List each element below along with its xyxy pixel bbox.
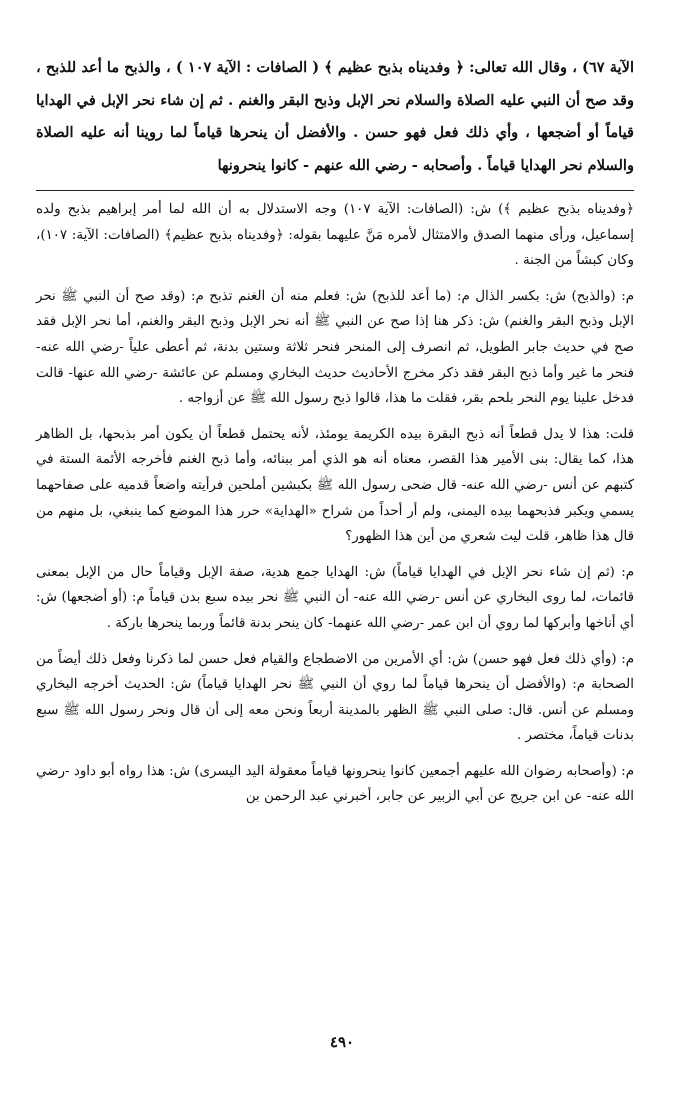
- section-divider: [36, 190, 634, 191]
- commentary-paragraph-6: م: (وأصحابه رضوان الله عليهم أجمعين كانوا ينحرونها قياماً معقولة اليد اليسرى) ش: هذا رواه أبو داود -رضي الله عنه- عن ابن جريج عن أبي الزبير عن جابر، أخبرني عبد الرحمن بن: [36, 763, 634, 805]
- commentary-paragraph-2: م: (والذبح) ش: بكسر الذال م: (ما أعد للذبح) ش: فعلم منه أن الغنم تذبح م: (وقد صح أن النبي ﷺ نحر الإبل وذبح البقر والغنم) ش: ذكر هنا إذا صح عن النبي ﷺ أنه نحر الإبل وذبح البقر والغنم، أما نحر الإبل فقد صح في حديث جابر الطويل، ثم انصرف إلى المنحر فنحر ثلاثة وستين بدنة، ثم أعطى علياً -رضي الله عنه- فنحر ما غير وأما ذبح البقر فقد ذكر مخرج الأحاديث حديث البخاري ومسلم عن عائشة -رضي الله عنها- قالت فدخل علينا يوم النحر بلحم بقر، فقلت ما هذا، قالوا ذبح رسول الله ﷺ عن أزواجه .: [36, 288, 634, 407]
- main-text-block: [36, 52, 634, 182]
- commentary-block: [36, 197, 634, 810]
- page-number: ٤٩٠: [329, 1033, 355, 1051]
- commentary-paragraph-5: م: (وأي ذلك فعل فهو حسن) ش: أي الأمرين من الاضطجاع والقيام فعل حسن لما ذكرنا وفعل ذلك أيضاً من الصحابة م: (والأفضل أن ينحرها قياماً لما روي أن النبي ﷺ نحر الهدايا قياماً) ش: الحديث أخرجه البخاري ومسلم عن أنس. قال: صلى النبي ﷺ الظهر بالمدينة أربعاً ونحن معه إلى أن قال ونحر رسول الله ﷺ سبع بدنات قياماً، مختصر .: [36, 651, 635, 744]
- commentary-paragraph-3: قلت: هذا لا يدل قطعاً أنه ذبح البقرة بيده الكريمة يومئذ، لأنه يحتمل قطعاً أن يكون أمر بذبحها، بل الظاهر هذا، كما يقال: بنى الأمير هذا القصر، معناه أنه هو الذي أمر ببنائه، وأما ذبح الغنم فأخرجه الأئمة الستة في كتبهم عن أنس -رضي الله عنه- قال ضحى رسول الله ﷺ بكبشين أملحين فرأيته واضعاً قدميه على صفاحهما يسمي ويكبر فذبحهما بيده اليمنى، ولم أر أحداً من شراح «الهداية» حرر هذا الموضع كما ينبغي، بل منهم من قال هذا ظاهر، قلت ليت شعري من أين هذا الظهور؟: [36, 426, 634, 545]
- commentary-paragraph-4: م: (ثم إن شاء نحر الإبل في الهدايا قياماً) ش: الهدايا جمع هدية، صفة الإبل وقياماً حال من الإبل بمعنى قائمات، لما روى البخاري عن أنس -رضي الله عنه- أن النبي ﷺ نحر بيده سبع بدن قياماً م: (أو أضجعها) ش: أي أناخها وأبركها لما روي أن ابن عمر -رضي الله عنهما- كان ينحر بدنة قائماً وربما ينحرها باركة .: [36, 564, 634, 631]
- main-text-paragraph: الآية ٦٧) ، وقال الله تعالى: ﴿ وفديناه بذبح عظيم ﴾ ( الصافات : الآية ١٠٧ ) ، والذبح ما أعد للذبح ، وقد صح أن النبي عليه الصلاة والسلام نحر الإبل وذبح البقر والغنم . ثم إن شاء نحر الإبل في الهدايا قياماً أو أضجعها ، وأي ذلك فعل فهو حسن . والأفضل أن ينحرها قياماً لما روينا أنه عليه الصلاة والسلام نحر الهدايا قياماً . وأصحابه - رضي الله عنهم - كانوا ينحرونها: [36, 59, 634, 174]
- commentary-paragraph-1: ﴿وفديناه بذبح عظيم ﴾) ش: (الصافات: الآية ١٠٧) وجه الاستدلال به أن الله لما أمر إبراهيم بذبح ولده إسماعيل، ورأى منهما الصدق والامتثال لأمره مَنَّ عليهما بقوله: ﴿وفديناه بذبح عظيم﴾ (الصافات: الآية: ١٠٧)، وكان كبشاً من الجنة .: [36, 202, 634, 269]
